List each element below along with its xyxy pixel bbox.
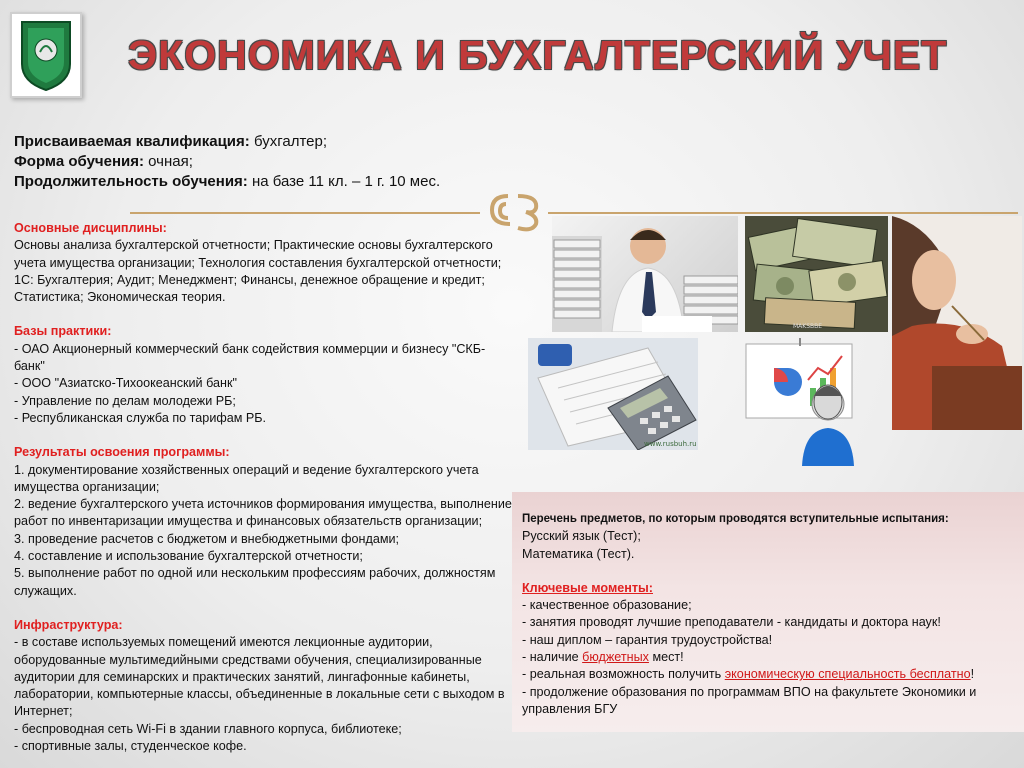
list-item: - в составе используемых помещений имеются лекционные аудитории, оборудованные мультимедийными средствами обучения, специализированные аудитории для семинарских и практических занятий, лингафонные кабинеты, лаборатории, компьютерные классы, объединенные в локальные сети с выходом в Интернет; [14, 635, 505, 719]
disciplines-heading: Основные дисциплины: [14, 221, 167, 235]
list-item [522, 666, 1014, 683]
presentation-icon [742, 338, 860, 468]
watermark-text: www.rusbuh.ru [644, 440, 697, 448]
qualification-row [14, 132, 514, 152]
money-photo [745, 216, 888, 332]
list-item: 1. документирование хозяйственных операций и ведение бухгалтерского учета имущества организации; [14, 462, 479, 494]
list-item: - ОАО Акционерный коммерческий банк содействия коммерции и бизнесу "СКБ-банк" [14, 341, 486, 374]
list-item: - спортивные залы, студенческое кофе. [14, 739, 247, 754]
list-item: Русский язык (Тест); [522, 529, 641, 544]
duration-row [14, 172, 514, 192]
left-column [14, 220, 514, 768]
practice-section [14, 323, 514, 427]
budget-prefix: - наличие [522, 650, 583, 665]
calculator-photo [528, 338, 698, 450]
list-item: - занятия проводят лучшие преподаватели - кандидаты и доктора наук! [522, 615, 941, 630]
list-item: - наш диплом – гарантия трудоустройства! [522, 632, 773, 647]
econ-prefix: - реальная возможность получить [522, 667, 725, 682]
study-form-value: очная; [148, 153, 193, 170]
qualification-block [14, 132, 514, 192]
results-heading: Результаты освоения программы: [14, 445, 230, 460]
results-section [14, 444, 514, 600]
student-with-books-photo [552, 216, 738, 332]
list-item [522, 649, 1014, 666]
duration-label: Продолжительность обучения: [14, 173, 248, 190]
qualification-value: бухгалтер; [253, 133, 328, 150]
infrastructure-heading: Инфраструктура: [14, 617, 123, 632]
practice-heading: Базы практики: [14, 324, 112, 339]
shield-icon [18, 18, 74, 92]
list-item: - беспроводная сеть Wi-Fi в здании главного корпуса, библиотеке; [14, 721, 402, 736]
infrastructure-section [14, 617, 514, 755]
list-item: 3. проведение расчетов с бюджетом и внебюджетными фондами; [14, 531, 400, 546]
divider-line [548, 212, 1018, 214]
qualification-label: Присваиваемая квалификация: [14, 133, 250, 150]
list-item: 4. составление и использование бухгалтерской отчетности; [14, 549, 363, 564]
disciplines-text: Основы анализа бухгалтерской отчетности; Практические основы бухгалтерского учета имущества организации; Технология составления бухгалтерской отчетности; 1С: Бухгалтерия; Аудит; Менеджмент; Финансы, денежное обращение и кредит; Статистика; Экономическая теория. [14, 238, 502, 305]
divider-line [130, 212, 480, 214]
economic-specialty-link[interactable]: экономическую специальность бесплатно [724, 667, 971, 682]
list-item: - продолжение образования по программам ВПО на факультете Экономики и управления БГУ [522, 684, 977, 716]
list-item: 5. выполнение работ по одной или нескольким профессиям рабочих, должностям служащих. [14, 566, 496, 598]
list-item: - ООО "Азиатско-Тихоокеанский банк" [14, 376, 237, 391]
duration-value: на базе 11 кл. – 1 г. 10 мес. [251, 173, 441, 190]
econ-suffix: ! [970, 667, 975, 682]
university-logo [10, 12, 82, 98]
admission-info-box [512, 492, 1024, 732]
budget-suffix: мест! [648, 650, 684, 665]
disciplines-section [14, 220, 514, 306]
budget-places-link[interactable]: бюджетных [582, 650, 649, 665]
study-form-row [14, 152, 514, 172]
key-points-heading: Ключевые моменты: [522, 580, 653, 595]
list-item: - Республиканская служба по тарифам РБ. [14, 410, 267, 425]
list-item: - качественное образование; [522, 598, 692, 613]
list-item: 2. ведение бухгалтерского учета источников формирования имущества, выполнение работ по инвентаризации имущества и финансовых обязательств организации; [14, 497, 512, 529]
page-title: ЭКОНОМИКА И БУХГАЛТЕРСКИЙ УЧЕТ [128, 32, 948, 78]
money-caption: MAKSBBE [793, 323, 823, 330]
woman-writing-photo [892, 216, 1022, 430]
study-form-label: Форма обучения: [14, 153, 144, 170]
list-item: - Управление по делам молодежи РБ; [14, 393, 236, 408]
exams-heading: Перечень предметов, по которым проводятся вступительные испытания: [522, 513, 949, 525]
list-item: Математика (Тест). [522, 546, 635, 561]
